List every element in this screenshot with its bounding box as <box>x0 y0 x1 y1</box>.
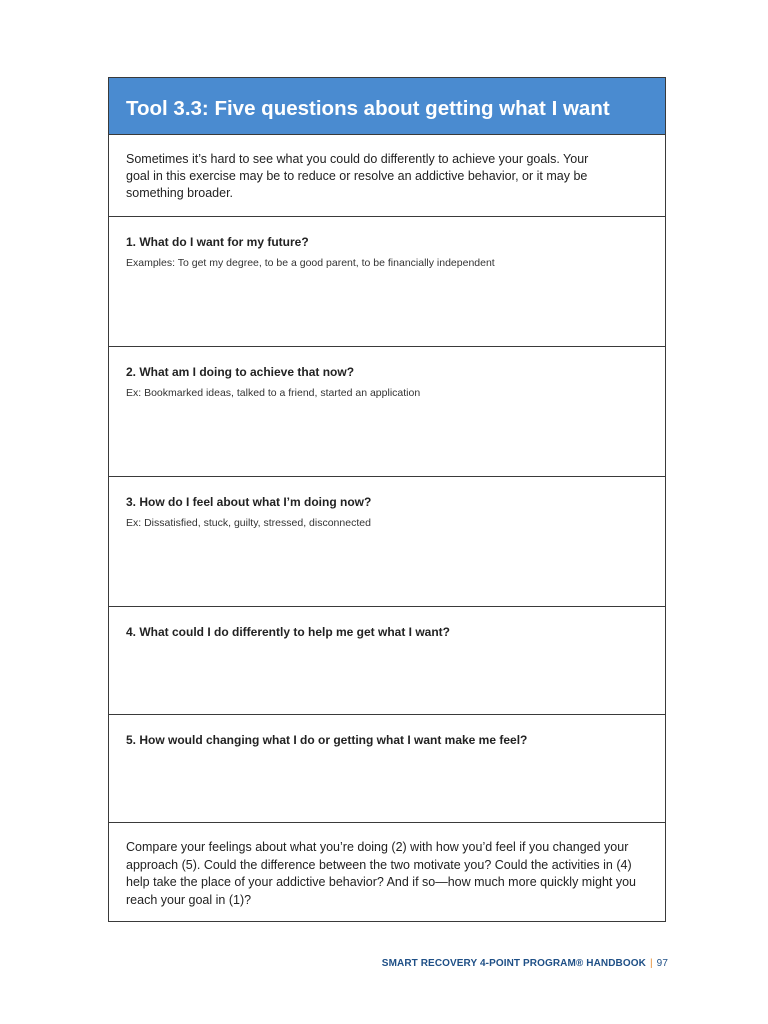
worksheet-title: Tool 3.3: Five questions about getting what I want <box>126 97 610 120</box>
question-row-2 <box>109 347 665 477</box>
question-row-5 <box>109 715 665 823</box>
question-1-answer-field[interactable] <box>126 274 652 338</box>
worksheet-table <box>108 77 666 922</box>
question-2-label: 2. What am I doing to achieve that now? <box>126 365 355 379</box>
question-4-label: 4. What could I do differently to help me get what I want? <box>126 625 451 639</box>
page-footer <box>382 958 668 969</box>
question-2-answer-field[interactable] <box>126 404 652 468</box>
worksheet-header <box>109 78 665 135</box>
page-number: 97 <box>656 958 668 969</box>
question-row-3 <box>109 477 665 607</box>
question-row-4 <box>109 607 665 715</box>
question-3-label: 3. How do I feel about what I’m doing now? <box>126 495 372 509</box>
question-5-label: 5. How would changing what I do or getting what I want make me feel? <box>126 733 528 747</box>
question-row-1 <box>109 217 665 347</box>
question-2-example: Ex: Bookmarked ideas, talked to a friend, started an application <box>126 387 421 399</box>
question-1-example: Examples: To get my degree, to be a good parent, to be financially independent <box>126 257 495 269</box>
intro-section <box>109 135 665 217</box>
intro-text: Sometimes it’s hard to see what you could do differently to achieve your goals. Your goal in this exercise may be to reduce or resolve an addictive behavior, or it may be something broader. <box>126 152 589 200</box>
closing-section <box>109 823 665 921</box>
question-3-example: Ex: Dissatisfied, stuck, guilty, stressed, disconnected <box>126 517 371 529</box>
footer-handbook-title: SMART RECOVERY 4-POINT PROGRAM® HANDBOOK <box>381 958 646 969</box>
question-4-answer-field[interactable] <box>126 644 652 708</box>
footer-separator: | <box>649 958 653 969</box>
closing-text: Compare your feelings about what you’re doing (2) with how you’d feel if you changed your approach (5). Could the difference between the two motivate you? Could the activities in (4) help take the place of your addictive behavior? And if so—how much more quickly might you reach your goal in (1)? <box>126 840 636 907</box>
question-3-answer-field[interactable] <box>126 534 652 598</box>
question-5-answer-field[interactable] <box>126 752 652 816</box>
question-1-label: 1. What do I want for my future? <box>126 235 309 249</box>
